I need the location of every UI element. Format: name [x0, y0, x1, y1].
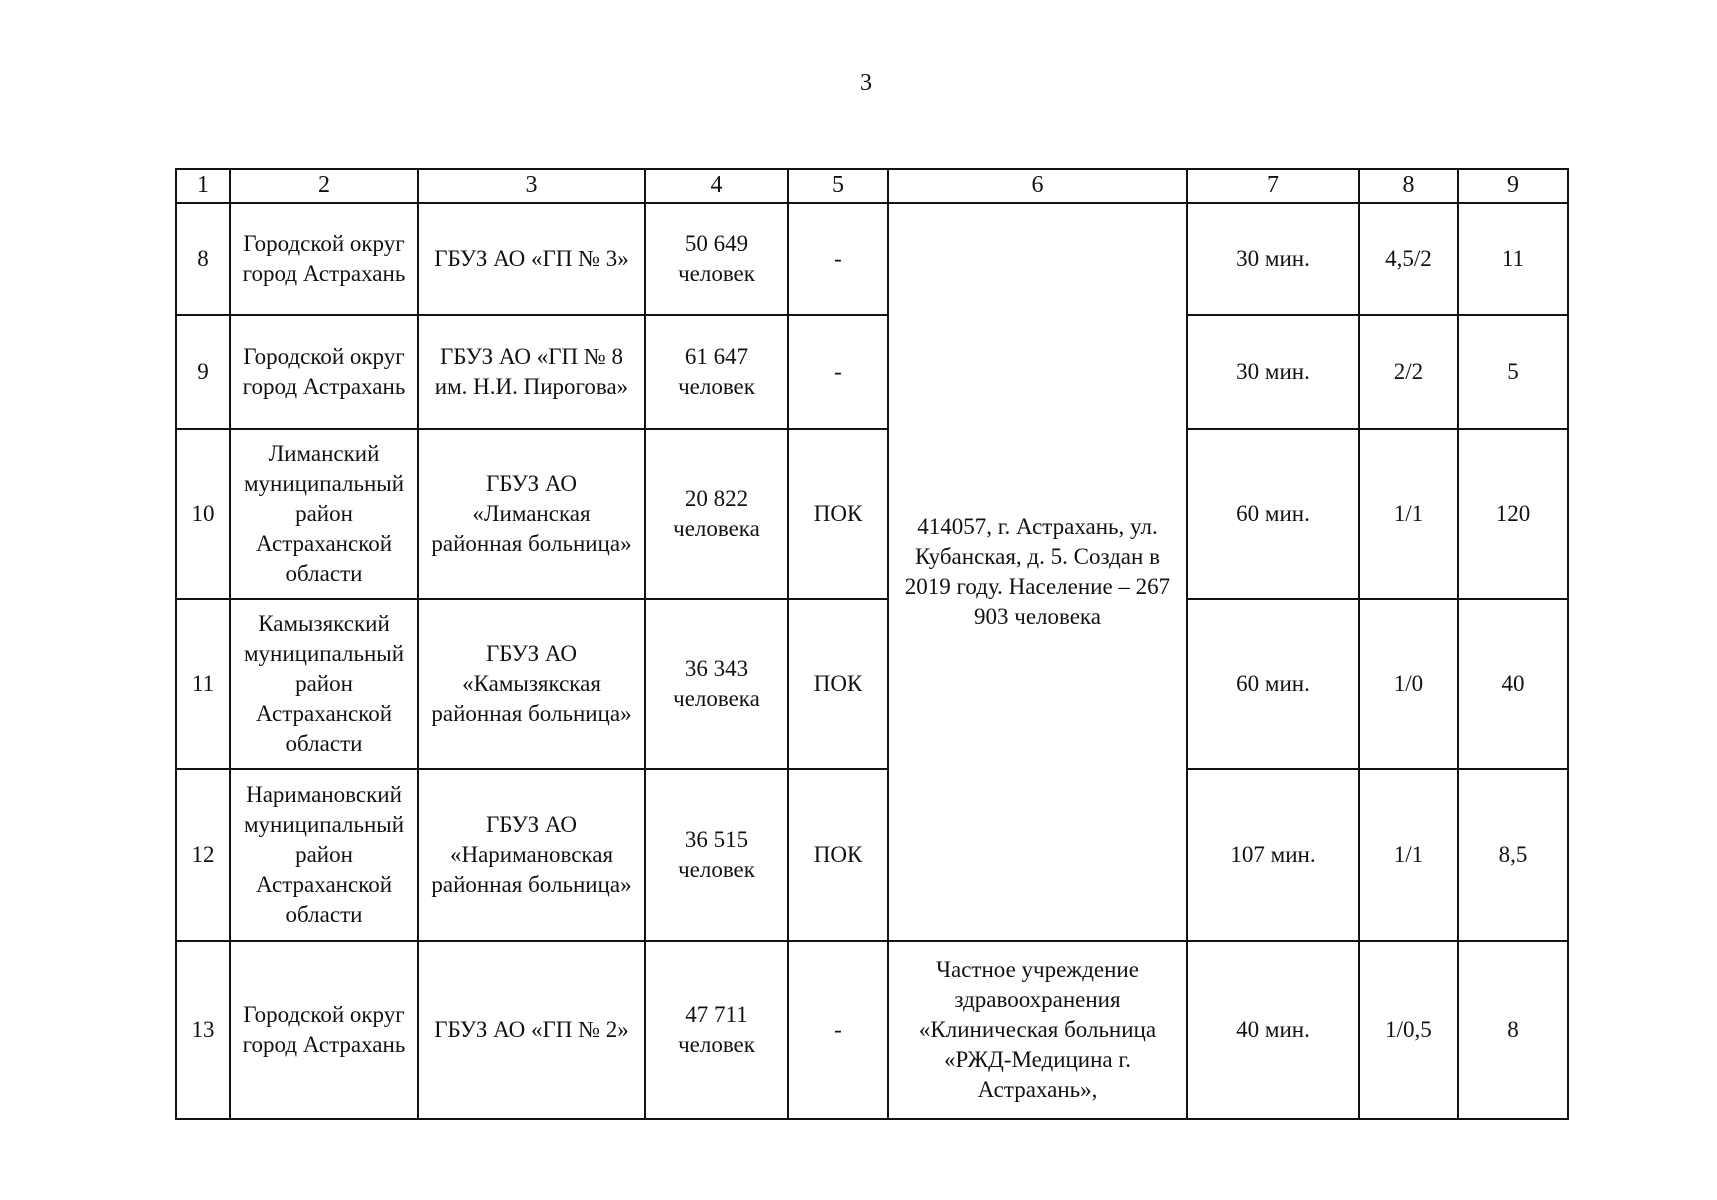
col8-cell: 1/1	[1359, 769, 1458, 941]
table-row	[176, 429, 1568, 599]
territory-cell: Лиманский муниципальный район Астраханской области	[230, 429, 418, 599]
header-cell: 3	[418, 169, 645, 203]
col9-cell: 8	[1458, 941, 1568, 1119]
institution-cell: ГБУЗ АО «ГП № 2»	[418, 941, 645, 1119]
header-cell: 2	[230, 169, 418, 203]
population-cell: 36 343 человека	[645, 599, 788, 769]
header-row	[176, 169, 1568, 203]
col5-cell: -	[788, 941, 888, 1119]
col5-cell: ПОК	[788, 429, 888, 599]
center-cell: 414057, г. Астрахань, ул. Кубанская, д. 5. Создан в 2019 году. Население – 267 903 человека	[888, 203, 1187, 941]
institution-cell: ГБУЗ АО «Лиманская районная больница»	[418, 429, 645, 599]
page-number: 3	[860, 70, 872, 96]
header-cell: 6	[888, 169, 1187, 203]
col8-cell: 1/0,5	[1359, 941, 1458, 1119]
col7-cell: 30 мин.	[1187, 315, 1359, 429]
territory-cell: Городской округ город Астрахань	[230, 203, 418, 315]
col5-cell: -	[788, 203, 888, 315]
header-cell: 7	[1187, 169, 1359, 203]
institution-cell: ГБУЗ АО «ГП № 3»	[418, 203, 645, 315]
header-cell: 1	[176, 169, 230, 203]
col8-cell: 1/0	[1359, 599, 1458, 769]
table-row	[176, 315, 1568, 429]
col7-cell: 30 мин.	[1187, 203, 1359, 315]
population-cell: 61 647 человек	[645, 315, 788, 429]
row-number: 11	[176, 599, 230, 769]
col7-cell: 107 мин.	[1187, 769, 1359, 941]
institution-cell: ГБУЗ АО «ГП № 8 им. Н.И. Пирогова»	[418, 315, 645, 429]
data-table	[175, 168, 1569, 1120]
col9-cell: 5	[1458, 315, 1568, 429]
row-number: 8	[176, 203, 230, 315]
territory-cell: Наримановский муниципальный район Астраханской области	[230, 769, 418, 941]
header-cell: 8	[1359, 169, 1458, 203]
header-cell: 4	[645, 169, 788, 203]
institution-cell: ГБУЗ АО «Наримановская районная больница»	[418, 769, 645, 941]
territory-cell: Городской округ город Астрахань	[230, 315, 418, 429]
territory-cell: Городской округ город Астрахань	[230, 941, 418, 1119]
col7-cell: 40 мин.	[1187, 941, 1359, 1119]
col5-cell: ПОК	[788, 769, 888, 941]
row-number: 13	[176, 941, 230, 1119]
population-cell: 50 649 человек	[645, 203, 788, 315]
row-number: 12	[176, 769, 230, 941]
row-number: 9	[176, 315, 230, 429]
col8-cell: 4,5/2	[1359, 203, 1458, 315]
institution-cell: ГБУЗ АО «Камызякская районная больница»	[418, 599, 645, 769]
header-cell: 9	[1458, 169, 1568, 203]
population-cell: 36 515 человек	[645, 769, 788, 941]
col8-cell: 2/2	[1359, 315, 1458, 429]
col5-cell: ПОК	[788, 599, 888, 769]
center-cell: Частное учреждение здравоохранения «Клиническая больница «РЖД-Медицина г. Астрахань»,	[888, 941, 1187, 1119]
header-cell: 5	[788, 169, 888, 203]
col9-cell: 120	[1458, 429, 1568, 599]
population-cell: 20 822 человека	[645, 429, 788, 599]
table-row	[176, 599, 1568, 769]
col9-cell: 40	[1458, 599, 1568, 769]
col9-cell: 8,5	[1458, 769, 1568, 941]
col7-cell: 60 мин.	[1187, 599, 1359, 769]
table-row	[176, 941, 1568, 1119]
row-number: 10	[176, 429, 230, 599]
population-cell: 47 711 человек	[645, 941, 788, 1119]
col9-cell: 11	[1458, 203, 1568, 315]
col8-cell: 1/1	[1359, 429, 1458, 599]
territory-cell: Камызякский муниципальный район Астраханской области	[230, 599, 418, 769]
table-row	[176, 203, 1568, 315]
col5-cell: -	[788, 315, 888, 429]
col7-cell: 60 мин.	[1187, 429, 1359, 599]
table-row	[176, 769, 1568, 941]
